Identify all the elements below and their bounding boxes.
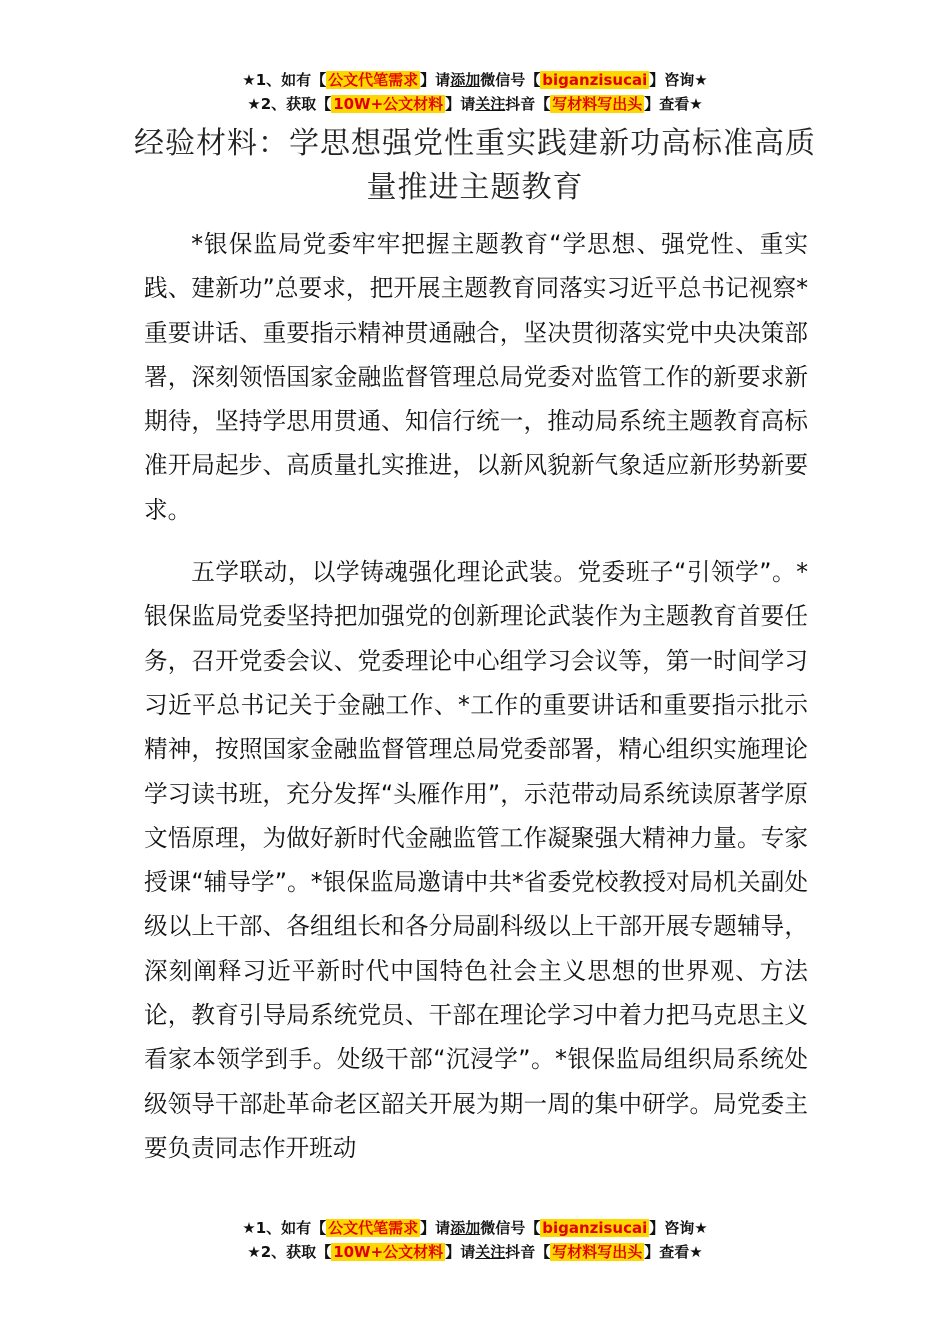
promo-highlight: 10W+公文材料 xyxy=(333,1243,444,1261)
paragraph-five-learning: 五学联动，以学铸魂强化理论武装。党委班子“引领学”。*银保监局党委坚持把加强党的创新理论武装作为主题教育首要任务，召开党委会议、党委理论中心组学习会议等，第一时间学习习近平总书记关于金融工作、*工作的重要讲话和重要指示批示精神，按照国家金融监督管理总局党委部署，精心组织实施理论学习读书班，充分发挥“头雁作用”，示范带动局系统读原著学原文悟原理，为做好新时代金融监管工作凝聚强大精神力量。专家授课“辅导学”。*银保监局邀请中共*省委党校教授对局机关副处级以上干部、各组组长和各分局副科级以上干部开展专题辅导，深刻阐释习近平新时代中国特色社会主义思想的世界观、方法论，教育引导局系统党员、干部在理论学习中着力把马克思主义看家本领学到手。处级干部“沉浸学”。*银保监局组织局系统处级领导干部赴革命老区韶关开展为期一周的集中研学。局党委主要负责同志作开班动 xyxy=(144,558,808,1162)
header-promo-banner xyxy=(0,68,950,116)
promo-underline: 添加 xyxy=(450,71,481,89)
promo-text: 抖音【 xyxy=(505,1243,551,1261)
footer-promo-banner xyxy=(0,1216,950,1264)
promo-highlight: 公文代笔需求 xyxy=(328,1219,419,1237)
promo-line-1 xyxy=(0,1216,950,1240)
promo-text: ★1、如有【 xyxy=(242,1219,327,1237)
promo-text: ★2、获取【 xyxy=(247,1243,332,1261)
promo-highlight: 写材料写出头 xyxy=(552,95,643,113)
promo-underline: 关注 xyxy=(475,1243,506,1261)
promo-text: 】请 xyxy=(445,95,476,113)
promo-line-1 xyxy=(0,68,950,92)
promo-highlight: 写材料写出头 xyxy=(552,1243,643,1261)
promo-underline: 添加 xyxy=(450,1219,481,1237)
promo-text: 抖音【 xyxy=(505,95,551,113)
promo-line-2 xyxy=(0,92,950,116)
promo-text: 】请 xyxy=(420,71,451,89)
promo-text: 微信号【 xyxy=(480,1219,541,1237)
promo-text: 微信号【 xyxy=(480,71,541,89)
promo-highlight: biganzisucai xyxy=(542,1219,648,1237)
promo-highlight: biganzisucai xyxy=(542,71,648,89)
promo-highlight: 10W+公文材料 xyxy=(333,95,444,113)
promo-text: 】查看★ xyxy=(644,1243,703,1261)
promo-text: ★1、如有【 xyxy=(242,71,327,89)
document-body xyxy=(144,222,808,1188)
promo-text: 】请 xyxy=(445,1243,476,1261)
document-title: 经验材料：学思想强党性重实践建新功高标准高质量推进主题教育 xyxy=(134,126,816,205)
promo-text: ★2、获取【 xyxy=(247,95,332,113)
promo-text: 】咨询★ xyxy=(649,71,708,89)
promo-line-2 xyxy=(0,1240,950,1264)
promo-text: 】请 xyxy=(420,1219,451,1237)
promo-text: 】咨询★ xyxy=(649,1219,708,1237)
promo-text: 】查看★ xyxy=(644,95,703,113)
promo-underline: 关注 xyxy=(475,95,506,113)
paragraph-intro: *银保监局党委牢牢把握主题教育“学思想、强党性、重实践、建新功”总要求，把开展主题教育同落实习近平总书记视察*重要讲话、重要指示精神贯通融合，坚决贯彻落实党中央决策部署，深刻领悟国家金融监督管理总局党委对监管工作的新要求新期待，坚持学思用贯通、知信行统一，推动局系统主题教育高标准开局起步、高质量扎实推进，以新风貌新气象适应新形势新要求。 xyxy=(144,230,808,524)
promo-highlight: 公文代笔需求 xyxy=(328,71,419,89)
